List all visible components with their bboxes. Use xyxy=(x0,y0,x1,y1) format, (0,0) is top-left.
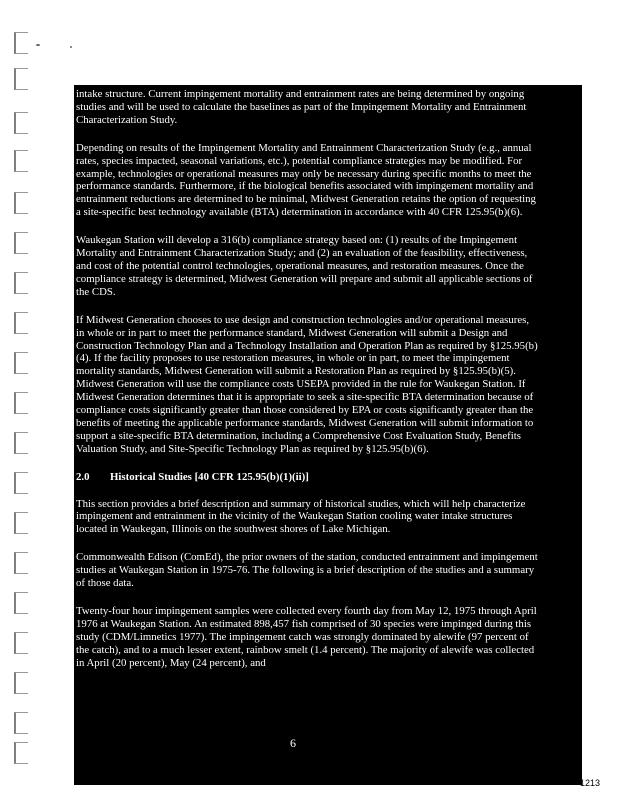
section-title: Historical Studies [40 CFR 125.95(b)(1)(ii)] xyxy=(110,470,309,483)
body-paragraph: Commonwealth Edison (ComEd), the prior owners of the station, conducted entrainment and impingement studies at Waukegan Station in 1975-76. The following is a brief description of the studies and a summary of those data. xyxy=(76,551,538,590)
body-paragraph: If Midwest Generation chooses to use design and construction technologies and/or operational measures, in whole or in part to meet the performance standard, Midwest Generation will submit a Design and Construction Technology Plan and a Technology Installation and Operation Plan as required by §125.95(b)(4). If the facility proposes to use restoration measures, in whole or in part, to meet the impingement mortality standards, Midwest Generation will submit a Restoration Plan as required by §125.95(b)(5). Midwest Generation will use the compliance costs USEPA provided in the rule for Waukegan Station. If Midwest Generation determines that it is appropriate to seek a site-specific BTA determination because of compliance costs significantly greater than those considered by EPA or costs significantly greater than the benefits of meeting the applicable performance standards, Midwest Generation will submit information to support a site-specific BTA determination, including a Comprehensive Cost Evaluation Study, Benefits Valuation Study, and Site-Specific Technology Plan as required by §125.95(b)(6). xyxy=(76,313,538,455)
binder-mark xyxy=(14,232,28,254)
page-number: 6 xyxy=(290,736,296,750)
body-paragraph: intake structure. Current impingement mortality and entrainment rates are being determined by ongoing studies and will be used to calculate the baselines as part of the Impingement Mortality and Entrainment Characterization Study. xyxy=(76,88,527,126)
binder-mark xyxy=(14,352,28,374)
binder-mark xyxy=(14,552,28,574)
binder-mark xyxy=(14,32,28,54)
binder-mark xyxy=(14,592,28,614)
binder-mark xyxy=(14,392,28,414)
body-paragraph: Waukegan Station will develop a 316(b) compliance strategy based on: (1) results of the Impingement Mortality and Entrainment Characterization Study; and (2) an evaluation of the feasibility, effectiveness, and cost of the potential control technologies, operational measures, and restoration measures. Once the compliance strategy is determined, Midwest Generation will prepare and submit all applicable sections of the CDS. xyxy=(76,234,533,298)
bates-number: 1213 xyxy=(580,778,601,788)
binder-mark xyxy=(14,272,28,294)
binder-mark xyxy=(14,742,28,764)
scan-speck xyxy=(70,46,72,48)
binder-mark xyxy=(14,632,28,654)
binder-mark xyxy=(14,68,28,90)
binder-mark xyxy=(14,150,28,172)
body-paragraph: This section provides a brief description and summary of historical studies, which will help characterize impingement and entrainment in the vicinity of the Waukegan Station cooling water intake structures located in Waukegan, Illinois on the southwest shores of Lake Michigan. xyxy=(76,497,526,536)
binder-mark xyxy=(14,472,28,494)
scan-speck xyxy=(36,44,40,46)
binder-mark xyxy=(14,112,28,134)
body-paragraph: Twenty-four hour impingement samples were collected every fourth day from May 12, 1975 through April 1976 at Waukegan Station. An estimated 898,457 fish comprised of 30 species were impinged during this study (CDM/Limnetics 1977). The impingement catch was strongly dominated by alewife (97 percent of the catch), and to a much lesser extent, rainbow smelt (1.4 percent). The majority of alewife was collected in April (20 percent), May (24 percent), and xyxy=(76,605,537,669)
section-number: 2.0 xyxy=(76,470,90,483)
binder-mark xyxy=(14,672,28,694)
binder-mark xyxy=(14,512,28,534)
body-paragraph: Depending on results of the Impingement Mortality and Entrainment Characterization Study (e.g., annual rates, species impacted, seasonal variations, etc.), potential compliance strategies may be modified. For example, technologies or operational measures may only be necessary during specific months to meet the performance standards. Furthermore, if the biological benefits associated with impingement mortality and entrainment reductions are determined to be minimal, Midwest Generation retains the option of requesting a site-specific best technology available (BTA) determination in accordance with 40 CFR 125.95(b)(6). xyxy=(76,141,536,219)
section-heading xyxy=(76,471,538,484)
document-body xyxy=(76,88,538,685)
binder-mark xyxy=(14,192,28,214)
binder-mark xyxy=(14,712,28,734)
binder-mark xyxy=(14,432,28,454)
binder-mark xyxy=(14,312,28,334)
